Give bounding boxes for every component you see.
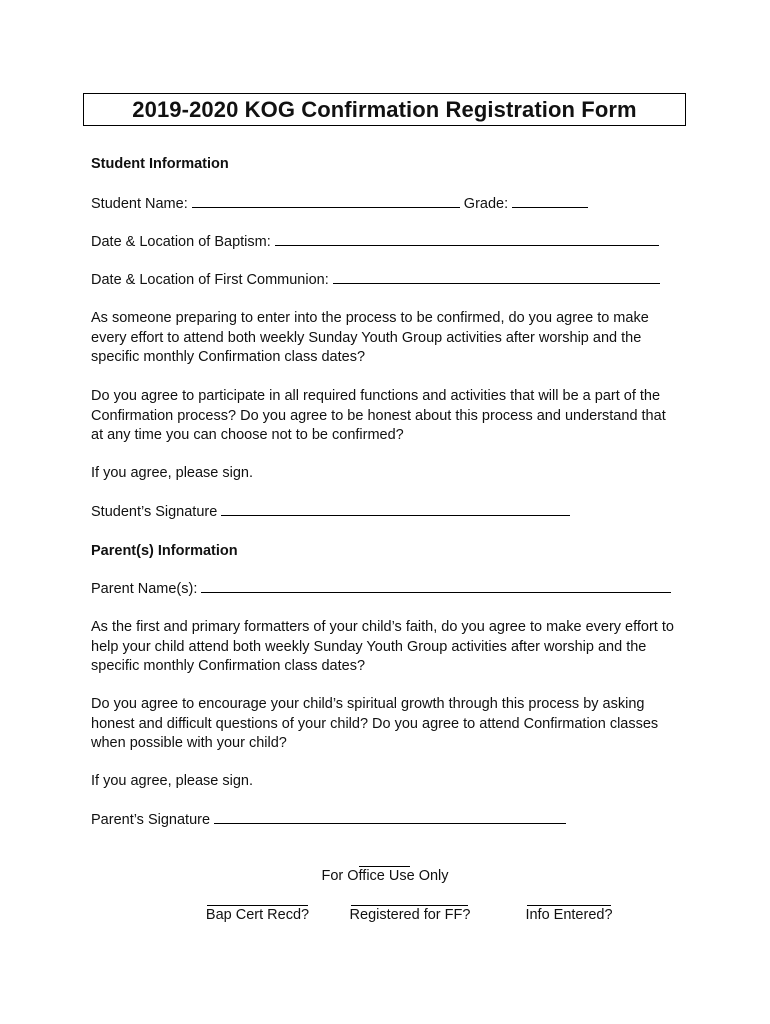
- bap-cert-label: Bap Cert Recd?: [205, 907, 310, 923]
- parent-agreement-paragraph-1: As the first and primary formatters of your child’s faith, do you agree to make every effort to help your child attend both weekly Sunday Youth Group activities after worship and the specific monthly Confirmation class dates?: [91, 619, 674, 674]
- student-agree-text: If you agree, please sign.: [91, 465, 254, 481]
- student-signature-field[interactable]: [221, 503, 570, 516]
- student-agreement-paragraph-2: Do you agree to participate in all required functions and activities that will be a part of the Confirmation process? Do you agree to be honest about this process and understand that at any time you can choose not to be confirmed?: [91, 388, 666, 443]
- info-entered-blank[interactable]: [527, 905, 611, 906]
- student-name-row: [91, 195, 588, 214]
- communion-field[interactable]: [333, 271, 660, 284]
- student-agreement-paragraph-1: As someone preparing to enter into the process to be confirmed, do you agree to make every effort to attend both weekly Sunday Youth Group activities after worship and the specific monthly Confirmation class dates?: [91, 310, 649, 365]
- form-title: 2019-2020 KOG Confirmation Registration Form: [132, 96, 637, 122]
- parent-name-field[interactable]: [201, 580, 671, 593]
- parent-name-label: Parent Name(s):: [91, 581, 198, 597]
- registered-label: Registered for FF?: [349, 907, 471, 923]
- info-entered-label: Info Entered?: [525, 907, 613, 923]
- grade-field[interactable]: [512, 195, 588, 208]
- baptism-row: [91, 233, 659, 252]
- student-signature-row: [91, 503, 570, 522]
- communion-label: Date & Location of First Communion:: [91, 272, 329, 288]
- baptism-label: Date & Location of Baptism:: [91, 234, 271, 250]
- office-use-heading: For Office Use Only: [321, 868, 449, 884]
- registered-blank[interactable]: [351, 905, 468, 906]
- form-title-box: [83, 93, 686, 126]
- parent-name-row: [91, 580, 671, 599]
- student-info-heading: Student Information: [91, 156, 229, 172]
- baptism-field[interactable]: [275, 233, 659, 246]
- parent-agreement-paragraph-2: Do you agree to encourage your child’s spiritual growth through this process by asking honest and difficult questions of your child? Do you agree to attend Confirmation classes when possible with your child?: [91, 696, 659, 751]
- parent-info-heading: Parent(s) Information: [91, 543, 238, 559]
- office-heading-rule: [359, 866, 410, 867]
- parent-signature-row: [91, 811, 566, 830]
- communion-row: [91, 271, 660, 290]
- student-signature-label: Student’s Signature: [91, 504, 218, 520]
- parent-signature-label: Parent’s Signature: [91, 812, 211, 828]
- parent-signature-field[interactable]: [214, 811, 566, 824]
- parent-agree-text: If you agree, please sign.: [91, 773, 254, 789]
- student-name-field[interactable]: [192, 195, 460, 208]
- grade-label: Grade:: [463, 196, 509, 212]
- bap-cert-blank[interactable]: [207, 905, 308, 906]
- student-name-label: Student Name:: [91, 196, 188, 212]
